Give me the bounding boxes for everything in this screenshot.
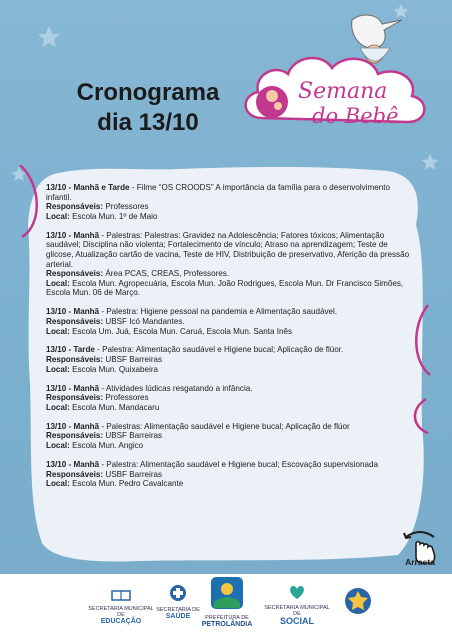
- footer-logos: [0, 574, 452, 640]
- city-emblem-icon: [210, 576, 244, 610]
- star-badge-icon: [343, 586, 373, 616]
- logo-word-do-bebe: do Bebê: [312, 104, 399, 128]
- swipe-label: Arrasta: [405, 557, 435, 567]
- schedule-list: [46, 183, 416, 498]
- star-icon: [36, 24, 62, 50]
- logo-partner: [338, 586, 378, 621]
- schedule-item: 13/10 - Manhã - Palestras: Palestras: Gravidez na Adolescência; Fatores tóxicos; Alimentação saudável; Disciplina não violenta; Fortalecimento de vínculo; Atraso na aprendizagem; Teste de glicose, Atualização cartão de vacina, Teste de HIV, Distribuição de preservativo, Aferição da pressão arterial. Responsáveis: Área PCAS, CREAS, Professores. Local: Escola Mun. Agropecuária, Escola Mun. João Rodrigues, Escola Mun. Dr Francisco Simões, Escola Mun. 06 de Março.: [46, 230, 410, 298]
- book-icon: [111, 589, 131, 601]
- logo-petrolandia: PREFEITURA DE PETROLÂNDIA: [196, 576, 258, 629]
- semana-do-bebe-logo: [232, 8, 442, 148]
- schedule-item: 13/10 - Tarde - Palestra: Alimentação saudável e Higiene bucal; Aplicação de flúor. Responsáveis: UBSF Barreiras Local: Escola Mun. Quixabeira: [46, 345, 344, 374]
- logo-saude: SECRETARIA DE SAÚDE: [150, 584, 206, 621]
- schedule-item: 13/10 - Manhã e Tarde - Filme “OS CROODS” A importância da família para o desenvolvimento infantil. Responsáveis: Professores Local: Escola Mun. 1º de Maio: [46, 183, 390, 221]
- schedule-item: 13/10 - Manhã - Palestra: Higiene pessoal na pandemia e Alimentação saudável. Responsáveis: UBSF Icó Mandantes. Local: Escola Um. Juá, Escola Mun. Caruá, Escola Mun. Santa Inês: [46, 307, 338, 336]
- heart-hands-icon: [288, 584, 306, 600]
- health-cross-icon: [169, 584, 187, 602]
- schedule-item: 13/10 - Manhã - Atividades lúdicas resgatando a infância. Responsáveis: Professores Local: Escola Mun. Mandacaru: [46, 383, 253, 412]
- schedule-item: 13/10 - Manhã - Palestra: Alimentação saudável e Higiene bucal; Escovação supervisionada Responsáveis: USBF Barreiras Local: Escola Mun. Pedro Cavalcante: [46, 460, 379, 489]
- logo-word-semana: Semana: [298, 79, 388, 104]
- logo-social: SECRETARIA MUNICIPAL DE SOCIAL: [262, 584, 332, 625]
- logo-educacao: SECRETARIA MUNICIPAL DE EDUCAÇÃO: [86, 588, 156, 626]
- schedule-item: 13/10 - Manhã - Palestras: Alimentação saudável e Higiene bucal; Aplicação de flúor Responsáveis: UBSF Barreiras Local: Escola Mun. Angico: [46, 421, 350, 451]
- page-title: Cronograma dia 13/10: [76, 79, 220, 136]
